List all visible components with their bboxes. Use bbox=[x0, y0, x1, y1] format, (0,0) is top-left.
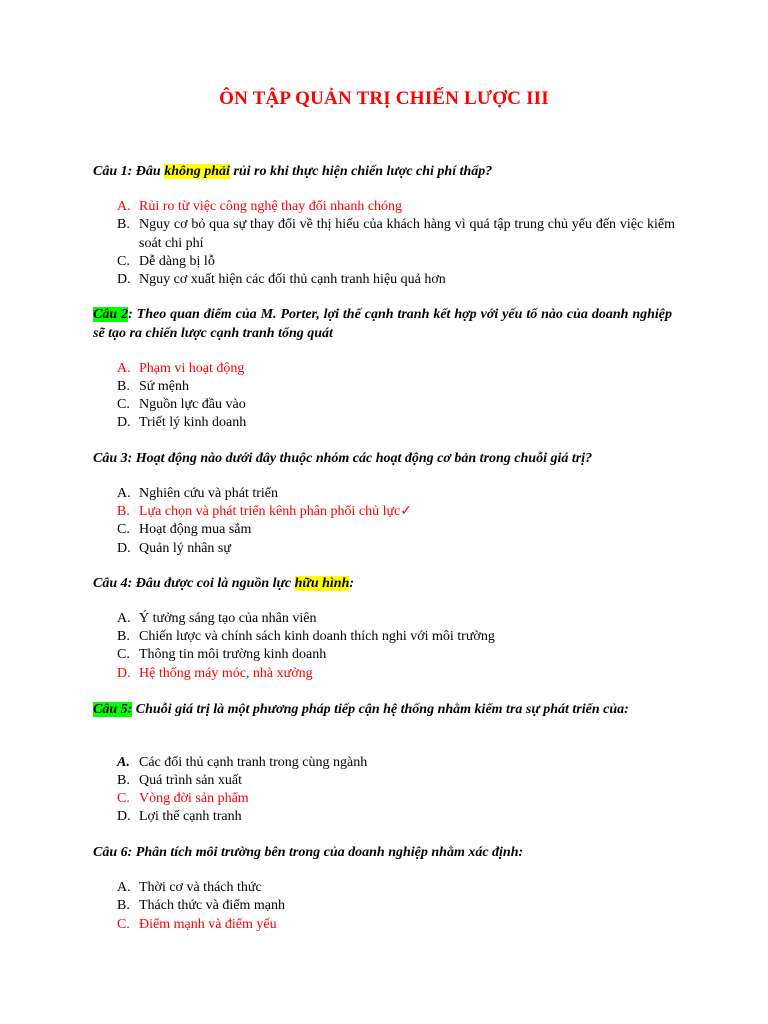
question-3: Câu 3: Hoạt động nào dưới đây thuộc nhóm các hoạt động cơ bản trong chuỗi giá trị? bbox=[93, 451, 593, 466]
option-1d: D. Nguy cơ xuất hiện các đối thủ cạnh tranh hiệu quả hơn bbox=[117, 272, 446, 287]
question-4 bbox=[93, 575, 672, 594]
option-6c: C. Điểm mạnh và điểm yếu bbox=[117, 917, 277, 932]
question-2-suffix: : Theo quan điểm của M. Porter, lợi thế cạnh tranh kết hợp với yếu tố nào của doanh nghiệp sẽ tạo ra chiến lược cạnh tranh tổng quát bbox=[93, 307, 673, 341]
option-3a: A. Nghiên cứu và phát triển bbox=[117, 486, 278, 501]
page-title: ÔN TẬP QUẢN TRỊ CHIẾN LƯỢC III bbox=[219, 88, 549, 109]
question-5 bbox=[93, 701, 672, 720]
question-4-highlight: hữu hình bbox=[294, 576, 350, 591]
option-5a: A. Các đối thủ cạnh tranh trong cùng ngành bbox=[117, 755, 368, 770]
option-5c: C. Vòng đời sản phẩm bbox=[117, 791, 249, 806]
option-6b: B. Thách thức và điểm mạnh bbox=[117, 898, 285, 913]
option-4b: B. Chiến lược và chính sách kinh doanh thích nghi với môi trường bbox=[117, 629, 495, 644]
question-2 bbox=[93, 306, 672, 343]
option-2d: D. Triết lý kinh doanh bbox=[117, 415, 247, 430]
option-5b: B. Quá trình sản xuất bbox=[117, 773, 243, 788]
question-5-highlight: Câu 5: bbox=[93, 702, 133, 717]
option-3b: B. Lựa chọn và phát triển kênh phân phối chủ lực✓ bbox=[117, 504, 412, 519]
option-5d: D. Lợi thế cạnh tranh bbox=[117, 809, 242, 824]
option-1a: A. Rủi ro từ việc công nghệ thay đổi nhanh chóng bbox=[117, 199, 403, 214]
option-1c: C. Dễ dàng bị lỗ bbox=[117, 254, 215, 269]
option-4a: A. Ý tưởng sáng tạo của nhân viên bbox=[117, 611, 317, 626]
option-4d: D. Hệ thống máy móc, nhà xưởng bbox=[117, 666, 313, 681]
question-2-highlight: Câu 2 bbox=[93, 307, 129, 322]
question-6: Câu 6: Phân tích môi trường bên trong của doanh nghiệp nhằm xác định: bbox=[93, 845, 524, 860]
option-3d: D. Quản lý nhân sự bbox=[117, 541, 231, 556]
option-3c: C. Hoạt động mua sắm bbox=[117, 522, 252, 537]
option-2c: C. Nguồn lực đầu vào bbox=[117, 397, 246, 412]
question-1-highlight: không phải bbox=[164, 164, 230, 179]
question-4-prefix: Câu 4: Đâu được coi là nguồn lực bbox=[93, 576, 295, 591]
option-2b: B. Sứ mệnh bbox=[117, 379, 189, 394]
option-6a: A. Thời cơ và thách thức bbox=[117, 880, 262, 895]
question-1-suffix: rủi ro khi thực hiện chiến lược chi phí thấp? bbox=[229, 164, 493, 179]
question-5-suffix: Chuỗi giá trị là một phương pháp tiếp cận hệ thống nhằm kiểm tra sự phát triển của: bbox=[132, 702, 629, 717]
option-2a: A. Phạm vi hoạt động bbox=[117, 361, 245, 376]
option-1b: B. Nguy cơ bỏ qua sự thay đổi về thị hiếu của khách hàng vì quá tập trung chủ yếu đến việc kiểm soát chi phí bbox=[117, 217, 675, 251]
question-1-prefix: Câu 1: Đâu bbox=[93, 164, 165, 179]
question-1 bbox=[93, 163, 672, 182]
option-4c: C. Thông tin môi trường kinh doanh bbox=[117, 647, 327, 662]
question-4-suffix: : bbox=[349, 576, 355, 591]
